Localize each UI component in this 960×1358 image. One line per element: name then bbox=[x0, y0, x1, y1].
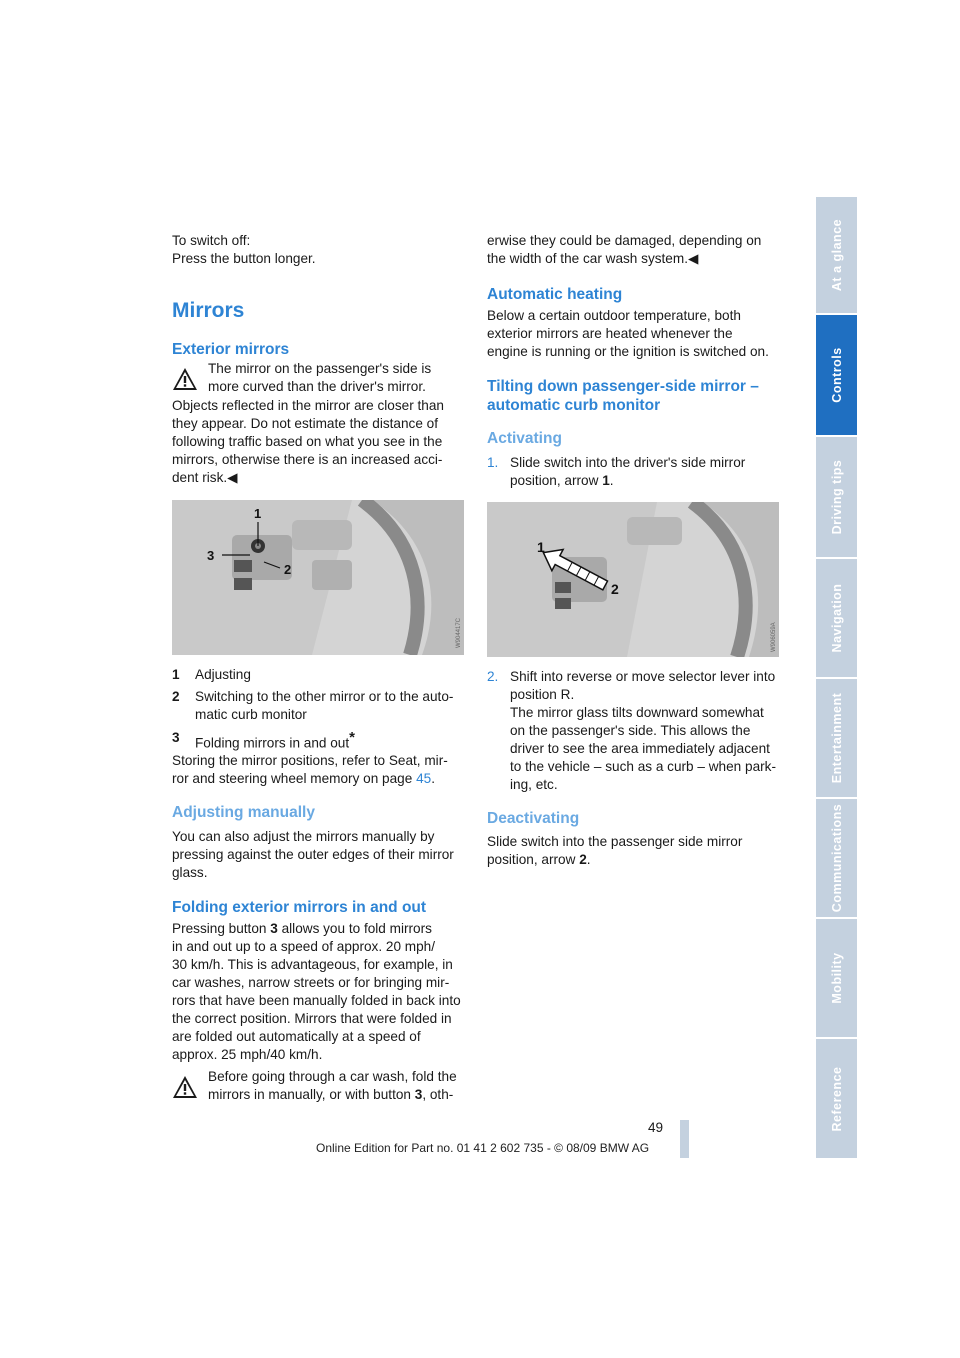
body-text: glass. bbox=[172, 865, 208, 880]
heading-activating: Activating bbox=[487, 430, 562, 447]
warning-text: following traffic based on what you see in the bbox=[172, 434, 443, 449]
curb-monitor-photo bbox=[487, 502, 779, 657]
step-text: on the passenger's side. This allows the bbox=[510, 723, 751, 738]
heading-tilting: automatic curb monitor bbox=[487, 397, 661, 414]
page-link[interactable]: 45 bbox=[416, 771, 432, 786]
heading-automatic-heating: Automatic heating bbox=[487, 286, 623, 303]
step-text: to the vehicle – such as a curb – when park- bbox=[510, 759, 776, 774]
tab-at-a-glance[interactable]: At a glance bbox=[816, 197, 857, 315]
body-text: Slide switch into the passenger side mirror bbox=[487, 834, 743, 849]
photo-label: 3 bbox=[207, 548, 215, 563]
heading-tilting: Tilting down passenger-side mirror – bbox=[487, 378, 759, 395]
step-text: position, arrow 1. bbox=[510, 473, 614, 488]
item-text: Folding mirrors in and out* bbox=[195, 729, 355, 751]
step-number: 1. bbox=[487, 455, 499, 470]
warning-text: Before going through a car wash, fold the bbox=[208, 1069, 457, 1084]
tab-reference[interactable]: Reference bbox=[816, 1039, 857, 1160]
step-text: Slide switch into the driver's side mirror bbox=[510, 455, 746, 470]
warning-icon bbox=[172, 367, 198, 391]
list-item bbox=[172, 729, 464, 749]
body-text: exterior mirrors are heated whenever the bbox=[487, 326, 733, 341]
step-text: driver to see the area immediately adjacent bbox=[510, 741, 770, 756]
body-text: the correct position. Mirrors that were folded in bbox=[172, 1011, 452, 1026]
tab-communications[interactable]: Communications bbox=[816, 799, 857, 919]
warning-icon bbox=[172, 1075, 198, 1099]
tab-mobility[interactable]: Mobility bbox=[816, 919, 857, 1039]
item-text: Switching to the other mirror or to the auto- bbox=[195, 689, 454, 704]
section-title-mirrors: Mirrors bbox=[172, 299, 245, 322]
body-text: engine is running or the ignition is switched on. bbox=[487, 344, 769, 359]
page-number: 49 bbox=[648, 1120, 664, 1135]
heading-deactivating: Deactivating bbox=[487, 810, 580, 827]
footer-text: Online Edition for Part no. 01 41 2 602 735 - © 08/09 BMW AG bbox=[316, 1141, 650, 1155]
body-text: 30 km/h. This is advantageous, for example, in bbox=[172, 957, 453, 972]
step-text: The mirror glass tilts downward somewhat bbox=[510, 705, 764, 720]
item-number: 2 bbox=[172, 689, 180, 704]
step-number: 2. bbox=[487, 669, 499, 684]
list-item bbox=[172, 688, 472, 726]
body-text: erwise they could be damaged, depending on bbox=[487, 233, 762, 248]
item-number: 1 bbox=[172, 667, 180, 682]
optional-asterisk: * bbox=[349, 729, 355, 746]
tab-controls[interactable]: Controls bbox=[816, 315, 857, 437]
heading-exterior-mirrors: Exterior mirrors bbox=[172, 341, 290, 358]
step-text: ing, etc. bbox=[510, 777, 558, 792]
body-text: in and out up to a speed of approx. 20 mph/ bbox=[172, 939, 436, 954]
body-text: are folded out automatically at a speed of bbox=[172, 1029, 421, 1044]
photo-label: 1 bbox=[254, 506, 262, 521]
body-text: car washes, narrow streets or for bringing mir- bbox=[172, 975, 450, 990]
photo-code: W906059A bbox=[771, 622, 777, 652]
photo-label: 2 bbox=[611, 581, 619, 597]
photo-label: 2 bbox=[284, 562, 292, 577]
body-text: position, arrow 2. bbox=[487, 852, 591, 867]
body-text: Storing the mirror positions, refer to Seat, mir- bbox=[172, 753, 448, 768]
footer-bar bbox=[680, 1120, 689, 1158]
body-text: approx. 25 mph/40 km/h. bbox=[172, 1047, 323, 1062]
body-text: ror and steering wheel memory on page 45. bbox=[172, 771, 435, 786]
mirror-switch-photo bbox=[172, 500, 464, 655]
warning-text: mirrors, otherwise there is an increased acci- bbox=[172, 452, 443, 467]
warning-text: dent risk.◀ bbox=[172, 470, 238, 485]
warning-text: The mirror on the passenger's side is bbox=[208, 361, 432, 376]
photo-label: 1 bbox=[537, 539, 545, 555]
tab-entertainment[interactable]: Entertainment bbox=[816, 679, 857, 799]
item-text: Adjusting bbox=[195, 667, 251, 682]
warning-text: Objects reflected in the mirror are closer than bbox=[172, 398, 444, 413]
chapter-sidebar bbox=[816, 197, 857, 1160]
heading-adjusting: Adjusting manually bbox=[172, 804, 315, 821]
heading-folding: Folding exterior mirrors in and out bbox=[172, 899, 427, 916]
tab-driving-tips[interactable]: Driving tips bbox=[816, 437, 857, 559]
step-text: position R. bbox=[510, 687, 575, 702]
item-number: 3 bbox=[172, 730, 180, 745]
photo-code: W904417C bbox=[456, 617, 462, 648]
tab-navigation[interactable]: Navigation bbox=[816, 559, 857, 679]
body-text: You can also adjust the mirrors manually by bbox=[172, 829, 435, 844]
step-text: Shift into reverse or move selector lever into bbox=[510, 669, 776, 684]
intro-line: Press the button longer. bbox=[172, 251, 316, 266]
warning-text: more curved than the driver's mirror. bbox=[208, 379, 426, 394]
body-text: rors that have been manually folded in back into bbox=[172, 993, 461, 1008]
list-item bbox=[172, 666, 464, 686]
warning-text: they appear. Do not estimate the distance of bbox=[172, 416, 439, 431]
intro-line: To switch off: bbox=[172, 233, 251, 248]
body-text: Pressing button 3 allows you to fold mirrors bbox=[172, 921, 432, 936]
body-text: the width of the car wash system.◀ bbox=[487, 251, 699, 266]
warning-text: mirrors in manually, or with button 3, oth- bbox=[208, 1087, 454, 1102]
body-text: pressing against the outer edges of their mirror bbox=[172, 847, 454, 862]
body-text: Below a certain outdoor temperature, both bbox=[487, 308, 741, 323]
item-text: matic curb monitor bbox=[195, 707, 307, 722]
